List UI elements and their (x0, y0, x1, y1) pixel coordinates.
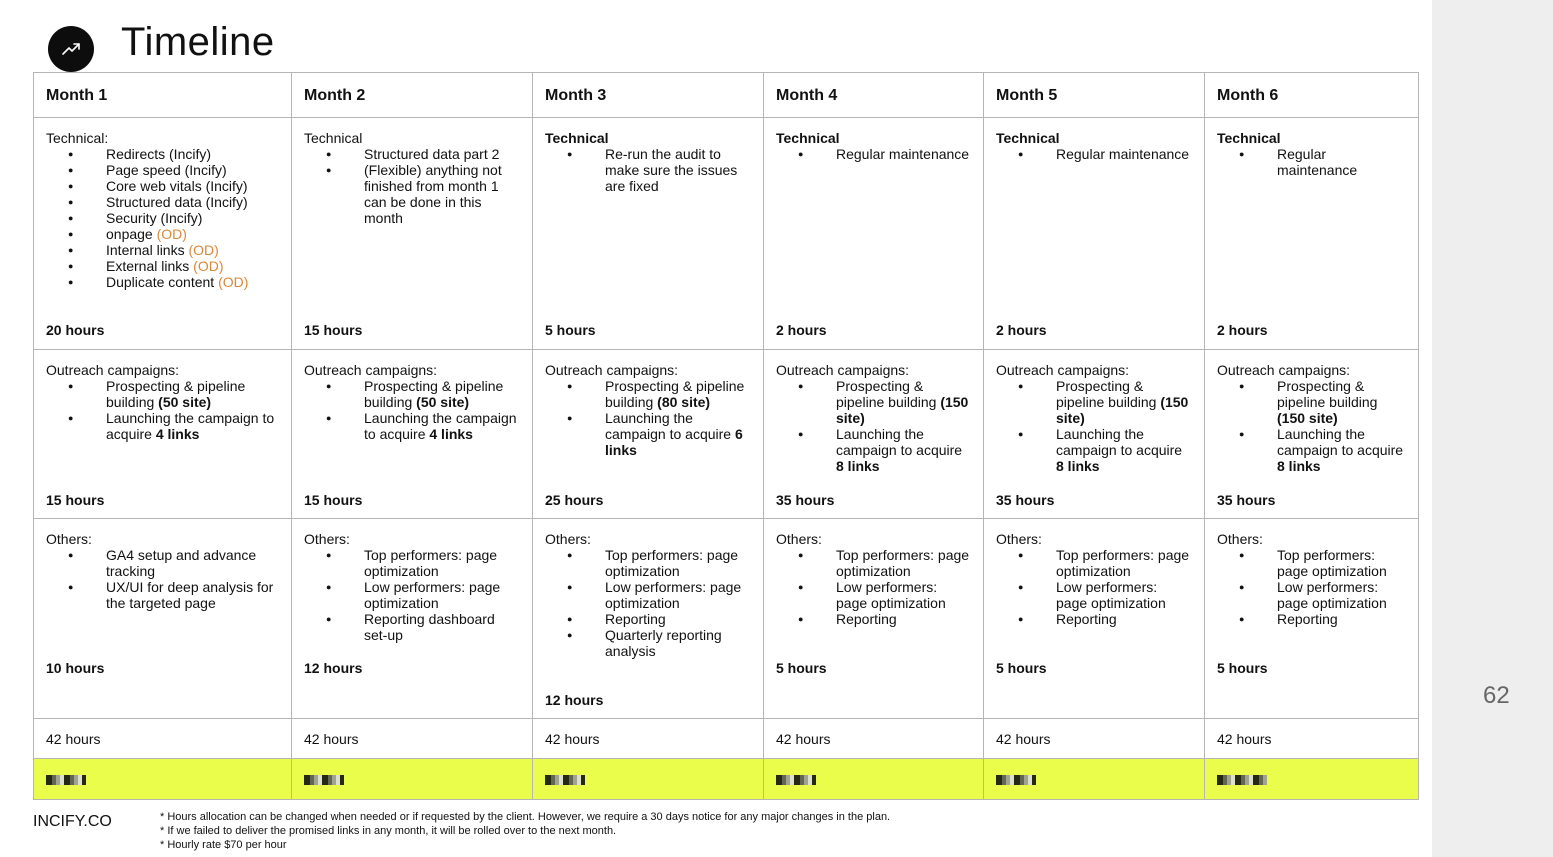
section-title: Outreach campaigns: (46, 362, 180, 378)
list-item (545, 611, 751, 627)
item-text: Structured data (Incify) (106, 194, 248, 210)
others-row (34, 519, 1419, 719)
hours-value: 15 hours (304, 492, 363, 508)
list-item (46, 178, 279, 194)
hours-value: 2 hours (776, 322, 827, 338)
item-emphasis: (150 site) (1277, 410, 1338, 426)
cost-cell-redacted (34, 759, 292, 800)
bullet-list (545, 547, 751, 659)
list-item (1217, 611, 1406, 627)
bullet-list (545, 378, 751, 458)
technical-cell (292, 118, 533, 350)
hours-value: 15 hours (304, 322, 363, 338)
bullet-list (1217, 378, 1406, 474)
item-text: Quarterly reporting analysis (605, 627, 722, 659)
hours-value: 5 hours (996, 660, 1047, 676)
item-text: Top performers: page optimization (605, 547, 739, 579)
total-row (34, 719, 1419, 759)
list-item (545, 627, 751, 659)
item-text: Reporting (605, 611, 666, 627)
item-text: Launching the campaign to acquire (605, 410, 735, 442)
item-text: Top performers: page optimization (364, 547, 498, 579)
item-text: Launching the campaign to acquire (836, 426, 963, 458)
outreach-cell (984, 350, 1205, 519)
outreach-content (1217, 350, 1406, 518)
item-text: Low performers: page optimization (1056, 579, 1166, 611)
cost-cell-redacted (533, 759, 764, 800)
cost-cell-redacted (984, 759, 1205, 800)
technical-cell (764, 118, 984, 350)
item-emphasis: 8 links (836, 458, 880, 474)
list-item (46, 194, 279, 210)
list-item (304, 378, 520, 410)
item-text: Prospecting & pipeline building (106, 378, 246, 410)
list-item (304, 410, 520, 442)
bullet-list (545, 146, 751, 194)
item-text: UX/UI for deep analysis for the targeted page (106, 579, 274, 611)
list-item (304, 162, 520, 226)
technical-content (304, 118, 520, 349)
month-header: Month 2 (292, 73, 533, 118)
item-text: Low performers: page optimization (605, 579, 742, 611)
list-item (46, 579, 279, 611)
item-text: Top performers: page optimization (1056, 547, 1190, 579)
hours-value: 5 hours (776, 660, 827, 676)
header-row (34, 73, 1419, 118)
item-emphasis: (50 site) (158, 394, 212, 410)
list-item (46, 547, 279, 579)
item-emphasis: 4 links (429, 426, 473, 442)
list-item (1217, 378, 1406, 426)
bullet-list (776, 547, 971, 627)
item-text: Structured data part 2 (364, 146, 500, 162)
others-cell (533, 519, 764, 719)
timeline-table (33, 72, 1419, 800)
list-item (996, 426, 1192, 474)
outreach-content (776, 350, 971, 518)
list-item (996, 146, 1192, 162)
item-text: Low performers: page optimization (1277, 579, 1387, 611)
bullet-list (776, 146, 971, 162)
list-item (545, 547, 751, 579)
redacted-cost (1217, 775, 1267, 785)
footnote: * Hours allocation can be changed when needed or if requested by the client. However, we require a 30 days notice for any major changes in the plan. (160, 811, 891, 823)
list-item (46, 274, 279, 290)
cost-cell-redacted (1205, 759, 1419, 800)
month-header: Month 3 (533, 73, 764, 118)
list-item (1217, 579, 1406, 611)
bullet-list (1217, 146, 1406, 178)
outreach-content (46, 350, 279, 518)
section-title: Others: (1217, 531, 1263, 547)
outreach-cell (764, 350, 984, 519)
item-text: Prospecting & pipeline building (1056, 378, 1161, 410)
list-item (304, 547, 520, 579)
section-title: Others: (46, 531, 92, 547)
list-item (545, 410, 751, 458)
item-text: Launching the campaign to acquire (1056, 426, 1183, 458)
outreach-cell (533, 350, 764, 519)
page-number: 62 (1483, 682, 1510, 709)
hours-value: 20 hours (46, 322, 105, 338)
redacted-cost (996, 775, 1036, 785)
footnote: * If we failed to deliver the promised links in any month, it will be rolled over to the next month. (160, 825, 617, 837)
item-text: Reporting dashboard set-up (364, 611, 495, 643)
item-emphasis: (50 site) (416, 394, 470, 410)
others-content (776, 519, 971, 718)
month-header: Month 1 (34, 73, 292, 118)
item-text: Reporting (1277, 611, 1338, 627)
item-text: Launching the campaign to acquire (364, 410, 517, 442)
item-text: Reporting (836, 611, 897, 627)
others-content (996, 519, 1192, 718)
item-text: Prospecting & pipeline building (836, 378, 941, 410)
list-item (996, 579, 1192, 611)
item-emphasis: (80 site) (657, 394, 711, 410)
others-cell (984, 519, 1205, 719)
item-text: Prospecting & pipeline building (364, 378, 504, 410)
section-title: Outreach campaigns: (545, 362, 679, 378)
others-cell (34, 519, 292, 719)
item-text: Regular maintenance (836, 146, 970, 162)
others-cell (292, 519, 533, 719)
technical-content (46, 118, 279, 349)
list-item (46, 242, 279, 258)
technical-cell (984, 118, 1205, 350)
bullet-list (46, 547, 279, 611)
list-item (304, 579, 520, 611)
item-emphasis: (150 site) (1056, 394, 1189, 426)
bullet-list (46, 378, 279, 442)
list-item (304, 146, 520, 162)
cost-cell-redacted (764, 759, 984, 800)
section-title: Technical (545, 130, 609, 146)
side-panel (1432, 0, 1553, 857)
list-item (545, 579, 751, 611)
item-text: Redirects (Incify) (106, 146, 212, 162)
technical-content (776, 118, 971, 349)
hours-value: 10 hours (46, 660, 105, 676)
others-content (545, 519, 751, 718)
section-title: Technical (996, 130, 1060, 146)
item-text: Re-run the audit to make sure the issues are fixed (605, 146, 738, 194)
others-content (304, 519, 520, 718)
item-text: Low performers: page optimization (364, 579, 501, 611)
brand-footer: INCIFY.CO (33, 813, 112, 830)
month-header: Month 6 (1205, 73, 1419, 118)
others-cell (1205, 519, 1419, 719)
item-emphasis: 6 links (605, 426, 743, 458)
item-text: Low performers: page optimization (836, 579, 946, 611)
list-item (996, 611, 1192, 627)
item-text: GA4 setup and advance tracking (106, 547, 257, 579)
total-hours: 42 hours (764, 719, 984, 759)
redacted-cost (304, 775, 344, 785)
hours-value: 35 hours (996, 492, 1055, 508)
list-item (46, 258, 279, 274)
list-item (996, 547, 1192, 579)
bullet-list (776, 378, 971, 474)
section-title: Outreach campaigns: (1217, 362, 1351, 378)
hours-value: 5 hours (1217, 660, 1268, 676)
item-text: Top performers: page optimization (836, 547, 970, 579)
bullet-list (996, 547, 1192, 627)
outreach-content (545, 350, 751, 518)
od-tag: (OD) (188, 242, 219, 258)
section-title: Others: (545, 531, 591, 547)
cost-row (34, 759, 1419, 800)
bullet-list (304, 378, 520, 442)
total-hours: 42 hours (34, 719, 292, 759)
item-text: Top performers: page optimization (1277, 547, 1387, 579)
others-content (1217, 519, 1406, 718)
item-emphasis: 4 links (155, 426, 200, 442)
total-hours: 42 hours (1205, 719, 1419, 759)
technical-cell (1205, 118, 1419, 350)
technical-cell (533, 118, 764, 350)
item-emphasis: (150 site) (836, 394, 969, 426)
list-item (1217, 547, 1406, 579)
footnotes (160, 810, 890, 852)
trending-up-icon (48, 26, 94, 72)
page-title: Timeline (121, 20, 275, 64)
list-item (776, 547, 971, 579)
item-text: Reporting (1056, 611, 1117, 627)
list-item (1217, 426, 1406, 474)
od-tag: (OD) (156, 226, 187, 242)
section-title: Technical (304, 130, 363, 146)
total-hours: 42 hours (984, 719, 1205, 759)
others-content (46, 519, 279, 718)
item-text: Internal links (106, 242, 189, 258)
cost-cell-redacted (292, 759, 533, 800)
item-text: Duplicate content (106, 274, 219, 290)
list-item (46, 146, 279, 162)
hours-value: 35 hours (776, 492, 835, 508)
item-text: Prospecting & pipeline building (605, 378, 745, 410)
list-item (996, 378, 1192, 426)
list-item (776, 579, 971, 611)
list-item (776, 611, 971, 627)
item-text: Launching the campaign to acquire (106, 410, 275, 442)
bullet-list (996, 146, 1192, 162)
section-title: Outreach campaigns: (996, 362, 1130, 378)
month-header: Month 4 (764, 73, 984, 118)
section-title: Technical (1217, 130, 1281, 146)
list-item (46, 226, 279, 242)
hours-value: 25 hours (545, 492, 604, 508)
bullet-list (46, 146, 279, 290)
list-item (545, 146, 751, 194)
bullet-list (304, 547, 520, 643)
hours-value: 2 hours (1217, 322, 1268, 338)
item-text: (Flexible) anything not finished from month 1 can be done in this month (364, 162, 502, 226)
item-text: onpage (106, 226, 157, 242)
technical-row (34, 118, 1419, 350)
outreach-content (996, 350, 1192, 518)
section-title: Outreach campaigns: (776, 362, 910, 378)
item-text: Regular maintenance (1056, 146, 1190, 162)
technical-content (996, 118, 1192, 349)
hours-value: 2 hours (996, 322, 1047, 338)
hours-value: 12 hours (545, 692, 604, 708)
bullet-list (996, 378, 1192, 474)
item-emphasis: 8 links (1056, 458, 1100, 474)
list-item (304, 611, 520, 643)
section-title: Others: (304, 531, 350, 547)
redacted-cost (545, 775, 585, 785)
item-text: Regular maintenance (1277, 146, 1358, 178)
list-item (545, 378, 751, 410)
list-item (46, 378, 279, 410)
bullet-list (304, 146, 520, 226)
list-item (46, 210, 279, 226)
bullet-list (1217, 547, 1406, 627)
list-item (776, 378, 971, 426)
od-tag: (OD) (218, 274, 249, 290)
section-title: Others: (996, 531, 1042, 547)
item-text: Prospecting & pipeline building (1277, 378, 1378, 410)
od-tag: (OD) (193, 258, 224, 274)
hours-value: 12 hours (304, 660, 363, 676)
hours-value: 35 hours (1217, 492, 1276, 508)
hours-value: 15 hours (46, 492, 105, 508)
list-item (46, 410, 279, 442)
list-item (46, 162, 279, 178)
list-item (776, 426, 971, 474)
item-text: Core web vitals (Incify) (106, 178, 248, 194)
hours-value: 5 hours (545, 322, 596, 338)
item-text: Security (Incify) (106, 210, 203, 226)
outreach-cell (1205, 350, 1419, 519)
section-title: Others: (776, 531, 822, 547)
item-text: Launching the campaign to acquire (1277, 426, 1404, 458)
section-title: Outreach campaigns: (304, 362, 438, 378)
total-hours: 42 hours (292, 719, 533, 759)
technical-content (1217, 118, 1406, 349)
outreach-row (34, 350, 1419, 519)
total-hours: 42 hours (533, 719, 764, 759)
list-item (776, 146, 971, 162)
outreach-cell (34, 350, 292, 519)
footnote: * Hourly rate $70 per hour (160, 839, 287, 851)
item-emphasis: 8 links (1277, 458, 1321, 474)
outreach-content (304, 350, 520, 518)
outreach-cell (292, 350, 533, 519)
section-title: Technical (776, 130, 840, 146)
redacted-cost (46, 775, 86, 785)
technical-content (545, 118, 751, 349)
item-text: External links (106, 258, 194, 274)
others-cell (764, 519, 984, 719)
section-title: Technical: (46, 130, 109, 146)
redacted-cost (776, 775, 816, 785)
month-header: Month 5 (984, 73, 1205, 118)
technical-cell (34, 118, 292, 350)
list-item (1217, 146, 1406, 178)
item-text: Page speed (Incify) (106, 162, 227, 178)
